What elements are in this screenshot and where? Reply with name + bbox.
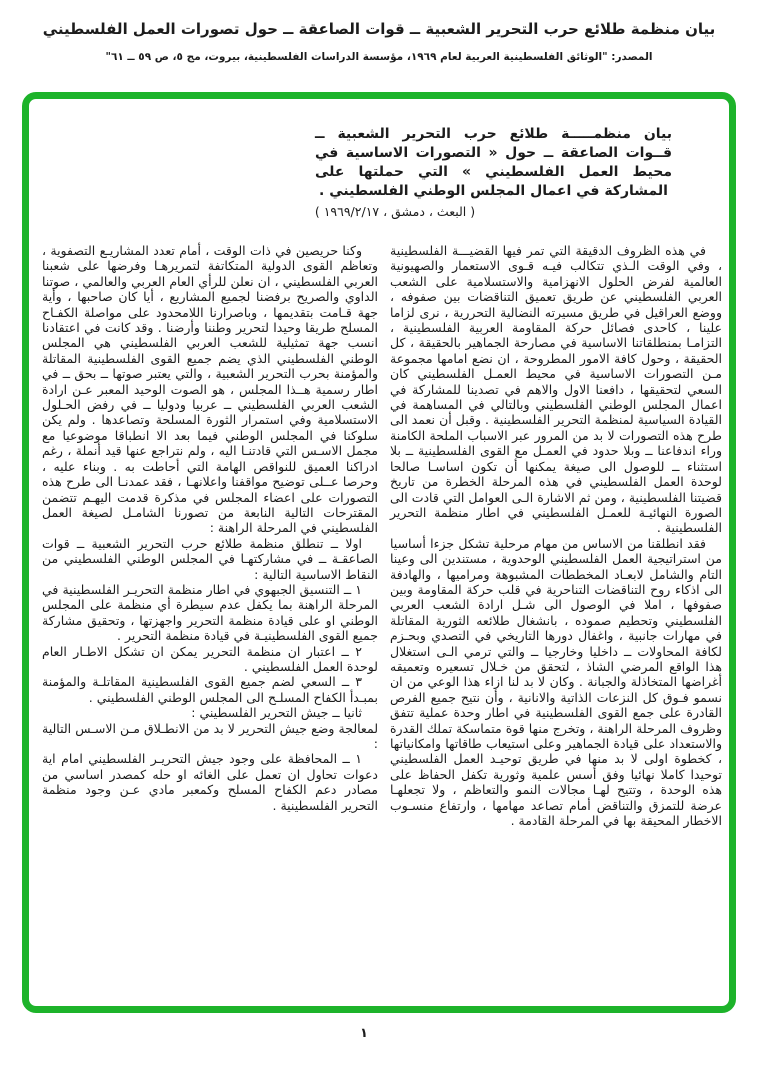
paragraph: فقد انطلقنا من الاساس من مهام مرحلية تشكل جزءا أساسيا من استراتيجية العمل الفلسطيني الوحدوية ، مستندين الى وعينا التام والشامل لابعـاد المخططات المشبوهة ومراميها ، والهادفة الى اذكاء روح التناقضات التناحرية في قلب حركة المقاومة وبين صفوفها ، املا في الوصول الى شـل ارادة الشعب العربي الفلسطيني وتحطيم صموده ، بانشغال طلائعه الثورية المقاتلة في مهارات جانبية ، واغفال دورها التاريخي في التصدي وبحـزم لكافة المحاولات ــ داخليا وخارجيا ــ والتي ترمي الـى استغلال هذا الواقع المرضي الشاذ ، لتحقق من خـلال تسعيره وتعميقه أغراضها المتخاذلة والجبانة . وكان لا بد لنا ازاء هذا الوعي من ان نسمو فـوق كل النزعات الذاتية والانانية ، وأن نتيح جميع الفرص القادرة على جمع القوى الفلسطينية في اطار وحدة عملية تتفق وظروف المرحلة الراهنة ، وتخرج منها قوة متماسكة تملك القدرة والاستعداد على قيادة الجماهير وعلى استيعاب طاقاتها وامكانياتها ، كخطوة اولى لا بد منها في طريق توحيـد العمل الفلسطيني توحيدا كاملا نهائيا وفق أسس علمية وثورية تكفل الحفاظ على هذه الوحدة ، وتتيح لهـا مجالات النمو والتعاظم ، ولا تجعلهـا عرضة للتمزق والتناقض أمام تصاعد مهامها ، وارتفاع منسـوب الاخطار المحيقة بها في المرحلة القادمة . (390, 535, 722, 829)
paragraph-item-3: ٣ ــ السعي لضم جميع القوى الفلسطينية المقاتلـة والمؤمنة بمبـدأ الكفاح المسلـح الى المجلس الوطني الفلسطيني . (42, 674, 378, 705)
paragraph-item-1b: ١ ــ المحافظة على وجود جيش التحريـر الفلسطيني امام اية دعوات تحاول ان تعمل على الغائه او حله كمصدر اساسي من مصادر دعم الكفاح المسلح وكمعبر مادي عـن وجود منظمة التحرير الفلسطينية . (42, 751, 378, 813)
paragraph-item-1: ١ ــ التنسيق الجبهوي في اطار منظمة التحريـر الفلسطينية في المرحلة الراهنة بما يكفل عدم سيطرة أي منظمة على المجلس الوطني او على قيادة منظمة التحرير واجهزتها ، وتحقيق مشاركة جميع القوى الفلسطينيـة في قيادة منظمة التحرير . (42, 581, 378, 644)
paragraph-section-first: اولا ــ تنطلق منظمة طلائع حرب التحرير الشعبية ــ قوات الصاعقـة ــ في مشاركتهـا في المجلس الوطني الفلسطيني من النقاط الاساسية التالية : (42, 535, 378, 582)
paragraph-item-2: ٢ ــ اعتبار ان منظمة التحرير يمكن ان تشكل الاطـار العام لوحدة العمل الفلسطيني . (42, 643, 378, 674)
page-title: بيان منظمة طلائع حرب التحرير الشعبية ــ قوات الصاعقة ــ حول تصورات العمل الفلسطيني (42, 20, 716, 38)
body-column-left (42, 243, 378, 813)
statement-heading: بيان منظمـــــة طلائع حرب التحرير الشعبية ــ قــوات الصاعقة ــ حول « التصورات الاساسية في محيط العمل الفلسطيني » التي حملتها على المشاركة في اعمال المجلس الوطني الفلسطيني . (315, 126, 672, 199)
body-column-right (390, 243, 722, 828)
paragraph-section-second: ثانيا ــ جيش التحرير الفلسطيني : (191, 705, 362, 721)
statement-dateline: ( البعث ، دمشق ، ١٩٦٩/٢/١٧ ) (314, 204, 476, 219)
document-border-frame (22, 92, 736, 1013)
source-citation: المصدر: "الوثائق الفلسطينية العربية لعام ١٩٦٩، مؤسسة الدراسات الفلسطينية، بيروت، مج ٥، ص ٥٩ ــ ٦١" (105, 51, 653, 63)
paragraph: في هذه الظروف الدقيقة التي تمر فيها القضيـــة الفلسطينية ، وفي الوقت الـذي تتكالب فيـه قـوى الاستعمار والصهيونية العالمية لفرض الحلول الانهزامية والاستسلامية على الشعب العربي الفلسطيني عن طريق تعميق التناقضات بين صفوفه ، ووضع العراقيل في طريق مسيرته النضالية التحررية ، نرى لزاما علينا ، كاحدى فصائل حركة المقاومة العربية الفلسطينية ، التزامـا بمنطلقاتنا الاساسية في مصارحة الجماهير بالحقيقة ، كل الحقيقة ، وحول كافة الامور المطروحة ، ان نضع امامها مجموعة مـن التصورات الاساسية في محيط العمـل الفلسطيني كان السعي لتحقيقها ، دافعنا الاول والاهم في تصدينا للمشاركة في اعمال المجلس الوطني الفلسطيني وبالتالي في المساهمة في القيادة السياسية لمنظمة التحرير الفلسطينية . وقبل أن نعمد الى طرح هذه التصورات لا بد من المرور عبر الاسباب الملحة الكامنة وراء اندفاعنا ــ وبلا حدود في العمـل مع القوى الفلسطينية ــ بلا استثناء ــ للوصول الى صيغة يمكنها أن تكون اساسـا صالحا لوحدة العمل الفلسطيني في هذه المرحلة الخطرة من تاريخ قضيتنا الفلسطينية ، ومن ثم الاشارة الـى العوامل التي قادت الى الصورة النهائيـة للعمـل الفلسطيني في اطار منظمة التحرير الفلسطينية . (390, 243, 722, 536)
paragraph: وكنا حريصين في ذات الوقت ، أمام تعدد المشاريـع التصفوية ، وتعاظم القوى الدولية المتكاتفة لتمريرهـا وفرضها على شعبنا العربي الفلسطيني ، ان نعلن للرأي العام العربي والعالمي ، صوتنا الداوي والصريح برفضنا لجميع المشاريع ، أيا كان صاحبها ، وأية جهة قـامت بتقديمها ، وباصرارنا اللامحدود على مواصلة الكفـاح المسلح طريقا وحيدا لتحرير وطننا وأرضنا . وقد كانت في اعتقادنا انسب جهة تمثيلية للشعب العربي الفلسطيني هي المجلس الوطني الفلسطيني الذي يضم جميع القوى الفلسطينية المقاتلة والمؤمنة بحرب التحرير الشعبية ، والتي يعتبر صوتها ــ بحق ــ في اطار رسمية هــذا المجلس ، هو الصوت الوحيد المعبر عـن ارادة الشعب العربي الفلسطيني ــ عربيا ودوليا ــ في رفض الحـلول الاستسلامية وفي استمرار الثورة المسلحة وتصاعدها . ولم يكن سلوكنا في المجلس الوطني فيما بعد الا انطباقا موضوعيا مع مجمل الاسـس التي قادتنـا اليه ، ولم نتراجع عنها قيد أنملة ، رغم ادراكنا العميق للنواقص الهامة التي أحاطت به . وبناء عليه ، وحرصا عــلى توضيح مواقفنا واعلانهـا ، فقد عمدنـا الى طرح هذه التصورات على اعضاء المجلس في مذكرة قدمت اليهـم تتضمن المقترحات التالية النابعة من تصورنا الشامـل لصيغة العمل الفلسطيني في المرحلة الراهنة : (42, 243, 378, 536)
paragraph: لمعالجة وضع جيش التحرير لا بد من الانطـلاق مـن الاسـس التالية : (42, 720, 378, 751)
page-number: ١ (360, 1026, 368, 1041)
